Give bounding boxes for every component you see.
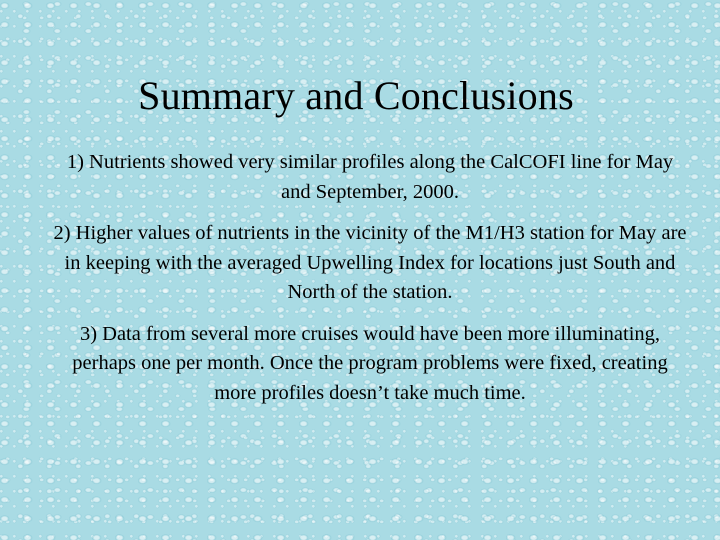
slide-title: Summary and Conclusions <box>138 73 574 118</box>
conclusion-item-3: 3) Data from several more cruises would have been more illuminating, perhaps one per month. Once the program problems were fixed, creating more profiles doesn’t take much time. <box>72 322 668 404</box>
conclusion-item-2: 2) Higher values of nutrients in the vicinity of the M1/H3 station for May are in keeping with the averaged Upwelling Index for locations just South and North of the station. <box>53 222 687 303</box>
conclusions-list <box>50 148 690 420</box>
conclusion-item-1: 1) Nutrients showed very similar profiles along the CalCOFI line for May and September, 2000. <box>66 151 674 203</box>
